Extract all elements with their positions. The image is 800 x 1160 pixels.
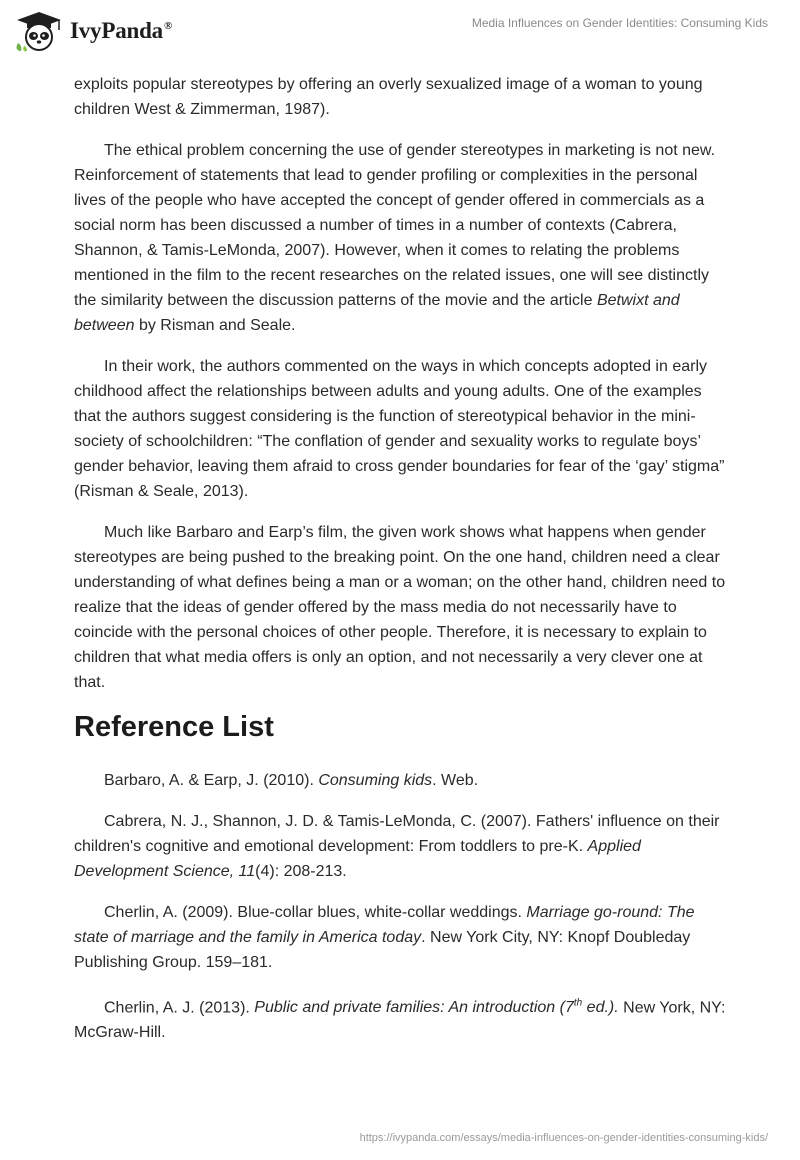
page-header [0, 0, 800, 66]
brand-name: IvyPanda® [70, 18, 173, 43]
reference-entry: Cherlin, A. J. (2013). Public and private families: An introduction (7th ed.). New York, NY: McGraw-Hill. [74, 998, 726, 1042]
ivypanda-logo[interactable] [14, 10, 172, 52]
source-url[interactable]: https://ivypanda.com/essays/media-influences-on-gender-identities-consuming-kids/ [359, 1132, 768, 1144]
reference-list-heading: Reference List [74, 711, 274, 743]
body-paragraph: Much like Barbaro and Earp’s film, the given work shows what happens when gender stereotypes are being pushed to the breaking point. On the one hand, children need a clear understanding of what defines being a man or a woman; on the other hand, children need to realize that the ideas of gender offered by the mass media do not necessarily have to coincide with the personal choices of other people. Therefore, it is necessary to explain to children that what media offers is only an option, and not necessarily a very clever one at that. [74, 524, 726, 691]
essay-content [74, 72, 726, 1061]
reference-entry: Cherlin, A. (2009). Blue-collar blues, white-collar weddings. Marriage go-round: The state of marriage and the family in America today. New York City, NY: Knopf Doubleday Publishing Group. 159–181. [74, 904, 695, 971]
document-title: Media Influences on Gender Identities: Consuming Kids [471, 16, 768, 30]
panda-graduate-icon [14, 10, 64, 52]
reference-entry: Barbaro, A. & Earp, J. (2010). Consuming kids. Web. [104, 772, 479, 789]
reference-entry: Cabrera, N. J., Shannon, J. D. & Tamis-LeMonda, C. (2007). Fathers' influence on their children's cognitive and emotional development: From toddlers to pre-K. Applied Development Science, 11(4): 208-213. [74, 813, 720, 880]
body-paragraph: In their work, the authors commented on the ways in which concepts adopted in early childhood affect the relationships between adults and young adults. One of the examples that the authors suggest considering is the function of stereotypical behavior in the mini-society of schoolchildren: “The conflation of gender and sexuality works to regulate boys’ gender behavior, leaving them afraid to cross gender boundaries for fear of the ‘gay’ stigma” (Risman & Seale, 2013). [74, 358, 725, 500]
body-paragraph: exploits popular stereotypes by offering an overly sexualized image of a woman to young children West & Zimmerman, 1987). [74, 76, 703, 118]
body-paragraph: The ethical problem concerning the use of gender stereotypes in marketing is not new. Reinforcement of statements that lead to gender profiling or complexities in the personal lives of the people who have accepted the concept of gender offered in commercials as a social norm has been discussed a number of times in a number of contexts (Cabrera, Shannon, & Tamis-LeMonda, 2007). However, when it comes to relating the problems mentioned in the film to the recent researches on the related issues, one will see distinctly the similarity between the discussion patterns of the movie and the article Betwixt and between by Risman and Seale. [74, 142, 716, 334]
